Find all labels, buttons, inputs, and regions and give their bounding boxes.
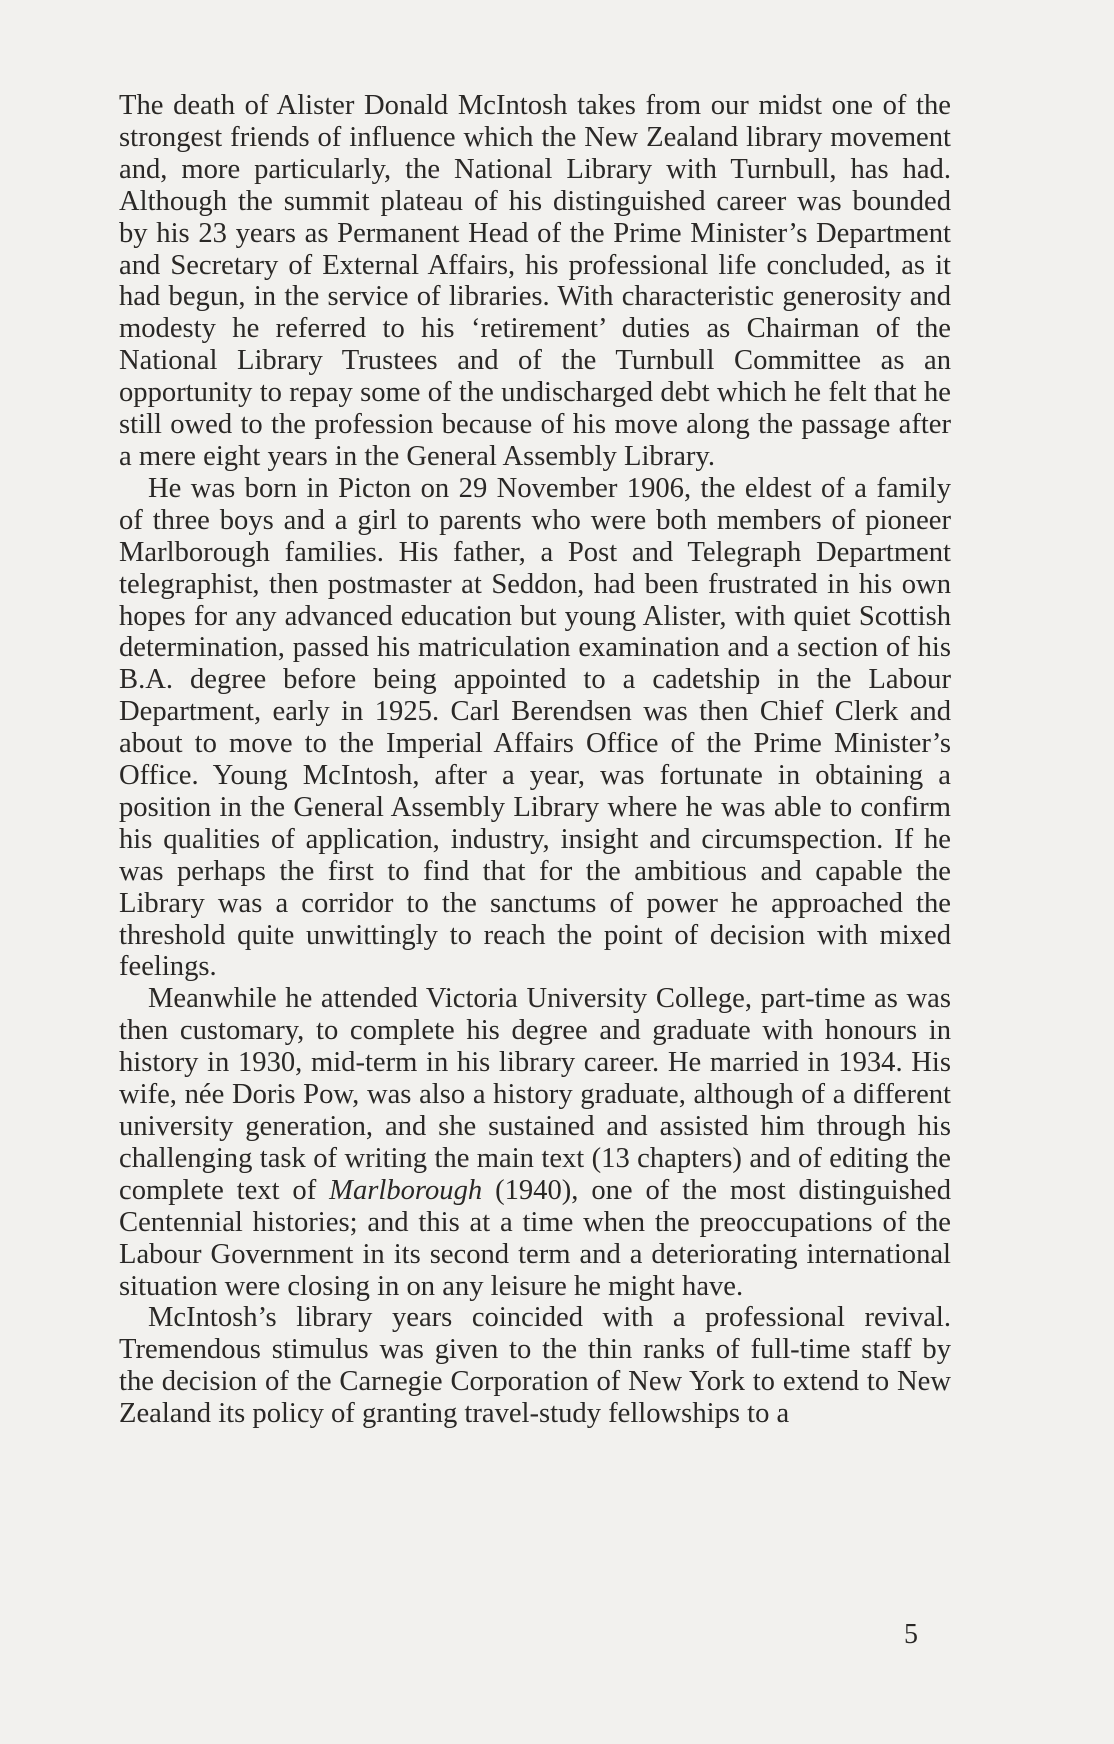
paragraph-3 [119,983,951,1302]
paragraph-3-text-after: (1940), one of the most distinguished Centennial histories; and this at a time when the preoccupations of the Labour Government in its second term and a deteriorating international situation were closing in on any leisure he might have. [119,1174,951,1302]
body-text [119,90,951,1430]
paragraph-4: McIntosh’s library years coincided with a professional revival. Tremendous stimulus was given to the thin ranks of full-time staff by the decision of the Carnegie Corporation of New York to extend to New Zealand its policy of granting travel-study fellowships to a [119,1302,951,1430]
page-number: 5 [904,1619,918,1650]
paragraph-1: The death of Alister Donald McIntosh takes from our midst one of the strongest friends of influence which the New Zealand library movement and, more particularly, the National Library with Turnbull, has had. Although the summit plateau of his distinguished career was bounded by his 23 years as Permanent Head of the Prime Minister’s Department and Secretary of External Affairs, his professional life concluded, as it had begun, in the service of libraries. With characteristic generosity and modesty he referred to his ‘retirement’ duties as Chairman of the National Library Trustees and of the Turnbull Committee as an opportunity to repay some of the undischarged debt which he felt that he still owed to the profession because of his move along the passage after a mere eight years in the General Assembly Library. [119,90,951,472]
book-title-italic: Marlborough [329,1174,483,1206]
paragraph-2: He was born in Picton on 29 November 1906, the eldest of a family of three boys and a girl to parents who were both members of pioneer Marlborough families. His father, a Post and Telegraph Department telegraphist, then postmaster at Seddon, had been frustrated in his own hopes for any advanced education but young Alister, with quiet Scottish determination, passed his matriculation examination and a section of his B.A. degree before being appointed to a cadetship in the Labour Department, early in 1925. Carl Berendsen was then Chief Clerk and about to move to the Imperial Affairs Office of the Prime Minister’s Office. Young McIntosh, after a year, was fortunate in obtaining a position in the General Assembly Library where he was able to confirm his qualities of application, industry, insight and circumspection. If he was perhaps the first to find that for the ambitious and capable the Library was a corridor to the sanctums of power he approached the threshold quite unwittingly to reach the point of decision with mixed feelings. [119,472,951,983]
paragraph-3-text-before: Meanwhile he attended Victoria University College, part-time as was then customary, to complete his degree and graduate with honours in history in 1930, mid-term in his library career. He married in 1934. His wife, née Doris Pow, was also a history graduate, although of a different university generation, and she sustained and assisted him through his challenging task of writing the main text (13 chapters) and of editing the complete text of [119,983,951,1206]
